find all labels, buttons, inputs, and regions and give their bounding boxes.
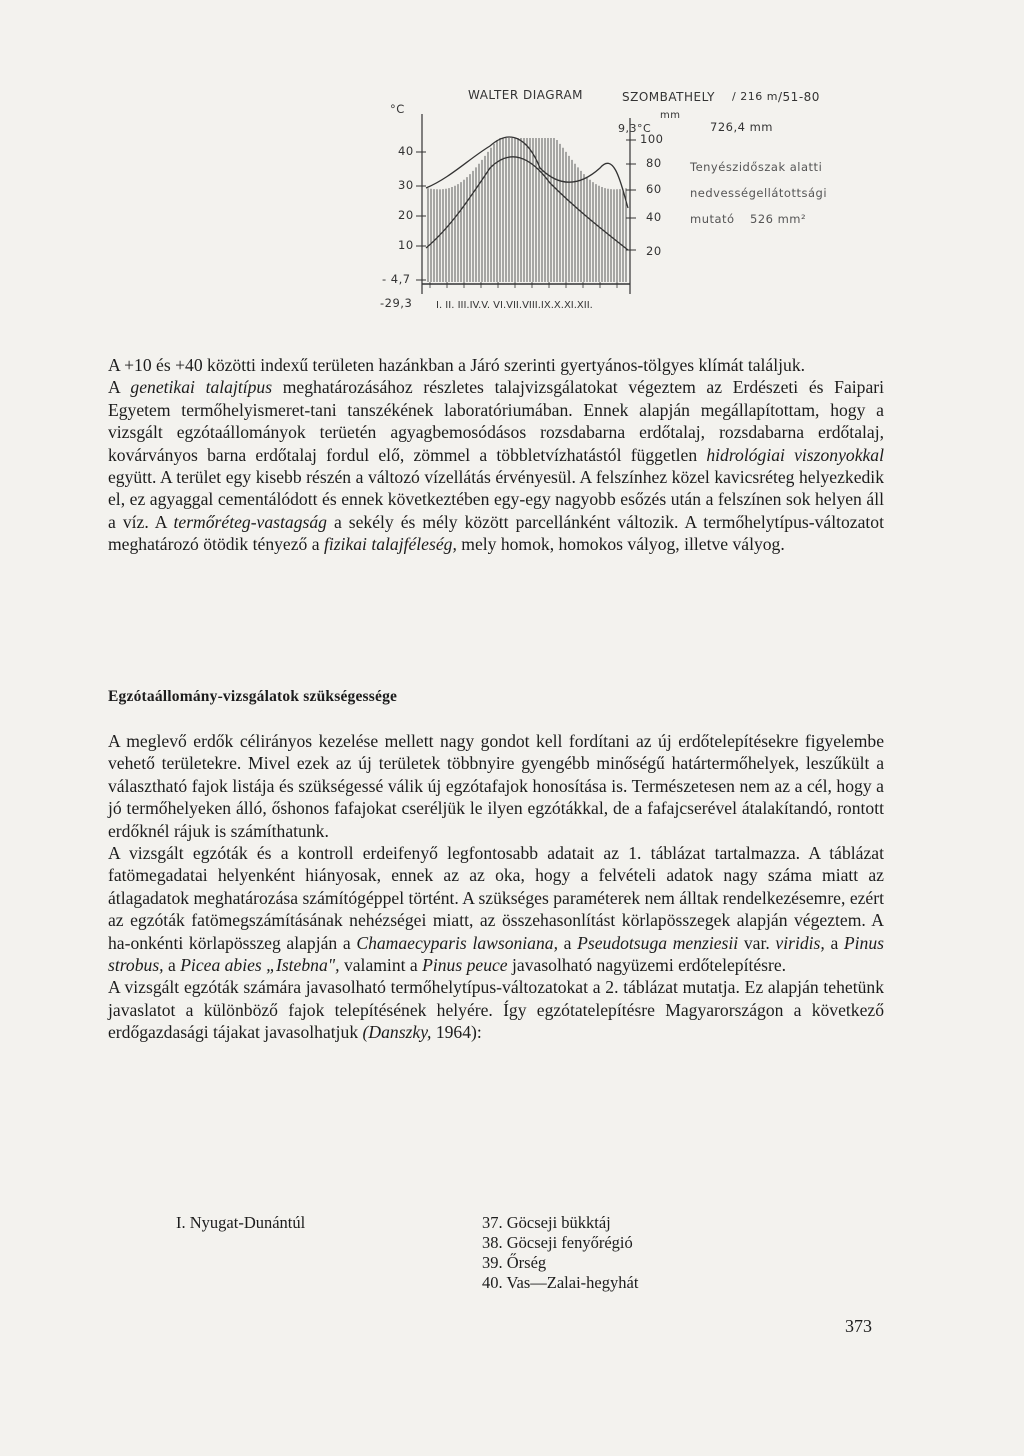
diagram-station: SZOMBATHELY (622, 90, 716, 104)
forest-region-list (482, 1213, 638, 1293)
annual-precip: 726,4 mm (710, 120, 773, 134)
precip-tick-60: 60 (646, 182, 662, 196)
temp-tick-min-mean: - 4,7 (382, 272, 411, 286)
list-item: 39. Őrség (482, 1253, 547, 1272)
paragraph-climate: A +10 és +40 közötti indexű területen hazánkban a Járó szerinti gyertyános-tölgyes klímát találjuk. (108, 355, 806, 375)
index-label-2: nedvességellátottsági (690, 186, 828, 200)
precip-tick-20: 20 (646, 244, 662, 258)
term-genetic-soil-type: genetikai talajtípus (130, 377, 273, 398)
term-soil-depth: termőréteg-vastagság (173, 511, 327, 532)
walter-diagram (360, 78, 828, 338)
temp-tick-30: 30 (398, 178, 414, 192)
temp-tick-20: 20 (398, 208, 414, 222)
precip-unit: mm (660, 110, 681, 121)
diagram-elevation: / 216 m (732, 90, 778, 103)
temp-tick-40: 40 (398, 144, 414, 158)
mean-temp: 9,3°C (618, 122, 652, 135)
paragraph-need: A meglevő erdők célirányos kezelése mellett nagy gondot kell fordítani az új erdőtelepítésekre figyelembe vehető területekre. Mivel ezek az új területek többnyire gyengébb minőségű határtermőhelyek, leszűkült a választható fajok listája és szükségessé válik új egzótafajok honosítása is. Természetesen nem az a cél, hogy a jó termőhelyeken álló, őshonos fafajokat cseréljük le ilyen egzótákkal, de a fafajcserével átalakítandó, rontott erdőknél rájuk is számíthatunk. (108, 731, 884, 841)
species-viridis: viridis, (775, 932, 825, 953)
precip-tick-80: 80 (646, 156, 662, 170)
paragraph-table2: A vizsgált egzóták számára javasolható termőhelytípus-változatokat a 2. táblázat mutatja. Ez alapján tehetünk javaslatot a különböző fajok telepítésének helyére. Így egzótatelepítésre Magyarországon a következő erdőgazdasági tájakat javasolhatjuk (Danszky, 1964): (108, 977, 884, 1043)
index-label-1: Tenyészidőszak alatti (690, 160, 823, 174)
term-physical-soil: fizikai talajféleség, (323, 534, 457, 555)
body-text-main (108, 730, 884, 1044)
species-pseudotsuga: Pseudotsuga menziesii (577, 932, 739, 953)
month-labels: I. II. III.IV.V. VI.VII.VIII.IX.X.XI.XII. (436, 300, 593, 311)
precip-tick-100: 100 (640, 132, 664, 146)
diagram-period: /51-80 (778, 90, 820, 104)
diagram-title: WALTER DIAGRAM (468, 88, 584, 102)
list-item: 40. Vas—Zalai-hegyhát (482, 1273, 639, 1292)
citation-danszky: (Danszky, (362, 1022, 432, 1043)
section-heading: Egzótaállomány-vizsgálatok szükségessége (108, 688, 398, 705)
body-text-top (108, 354, 884, 556)
index-value: 526 mm² (750, 212, 807, 226)
species-chamaecyparis: Chamaecyparis lawsoniana, (356, 932, 558, 953)
page-number: 373 (845, 1316, 872, 1336)
temp-unit: °C (390, 102, 405, 116)
species-pinus-peuce: Pinus peuce (422, 955, 508, 976)
paragraph-soil: A genetikai talajtípus meghatározásához részletes talajvizsgálatokat végeztem az Erdészeti és Faipari Egyetem termőhelyismeret-tani tanszékének laboratóriumában. Ennek alapján megállapítottam, hogy a vizsgált egzótaállományok terüetén agyagbemosódásos rozsdabarna erdőtalaj, rozsdabarna erdőtalaj, kovárványos barna erdőtalaj fordul elő, zömmel a többletvízhatástól független hidrológiai viszonyokkal együtt. A terület egy kisebb részén a változó vízellátás érvényesül. A felszínhez közel kavicsréteg helyezkedik el, ez agyaggal cementálódott és ennek következtében egy-egy nagyobb esőzés után a felszínen sok helyen áll a víz. A termőréteg-vastagság a sekély és mély között parcellánként változik. A termőhelytípus-változatot meghatározó ötödik tényező a fizikai talajféleség, mely homok, homokos vályog, illetve vályog. (108, 377, 885, 555)
list-item: 37. Göcseji bükktáj (482, 1213, 611, 1232)
temp-tick-10: 10 (398, 238, 414, 252)
temp-tick-abs-min: -29,3 (380, 296, 413, 310)
list-item: 38. Göcseji fenyőrégió (482, 1233, 633, 1252)
region-name: I. Nyugat-Dunántúl (176, 1213, 306, 1232)
species-picea-abies: Picea abies „Istebna", (180, 955, 340, 976)
term-hydrology: hidrológiai viszonyokkal (706, 444, 884, 465)
precip-tick-40: 40 (646, 210, 662, 224)
species-pinus-strobus: Pinus strobus, (108, 932, 884, 976)
index-label-3: mutató (690, 212, 735, 226)
paragraph-table1: A vizsgált egzóták és a kontroll erdeifenyő legfontosabb adatait az 1. táblázat tartalmazza. A táblázat fatömegadatai helyenként hiányosak, ennek az az oka, hogy a felvételi adatok nagy száma miatt az átlagadatok meghatározása számítógéppel történt. A szükséges paraméterek nem álltak rendelkezésemre, ezért az egzóták fatömegszámításának nehézségei miatt, az összehasonlítást körlapösszegek alapján végeztem. A ha-onkénti körlapösszeg alapján a Chamaecyparis lawsoniana, a Pseudotsuga menziesii var. viridis, a Pinus strobus, a Picea abies „Istebna", valamint a Pinus peuce javasolható nagyüzemi erdőtelepítésre. (108, 843, 884, 976)
